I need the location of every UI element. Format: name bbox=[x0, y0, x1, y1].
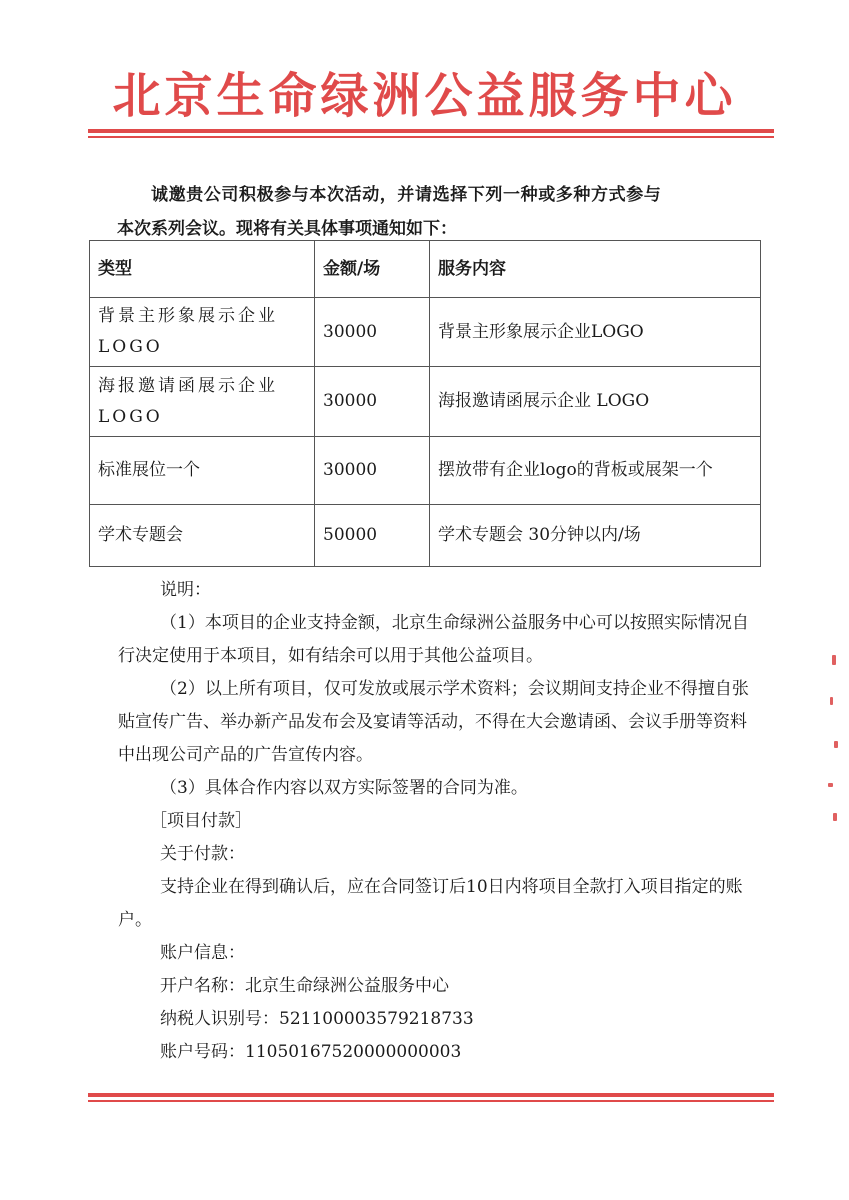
cell-type: 标准展位一个 bbox=[90, 437, 315, 505]
account-name: 北京生命绿洲公益服务中心 bbox=[245, 976, 449, 996]
cell-content: 学术专题会 30分钟以内/场 bbox=[430, 505, 761, 567]
letterhead-title: 北京生命绿洲公益服务中心 bbox=[112, 68, 737, 124]
intro-line-2: 本次系列会议。现将有关具体事项通知如下： bbox=[117, 219, 457, 239]
cell-content: 摆放带有企业logo的背板或展架一个 bbox=[430, 437, 761, 505]
account-number: 11050167520000000003 bbox=[245, 1042, 462, 1062]
tax-id-line bbox=[118, 1003, 760, 1036]
notes-and-payment bbox=[118, 574, 760, 1069]
table-row bbox=[90, 505, 761, 567]
note-item-2: （2）以上所有项目，仅可发放或展示学术资料；会议期间支持企业不得擅自张贴宣传广告、举办新产品发布会及宴请等活动，不得在大会邀请函、会议手册等资料中出现公司产品的广告宣传内容。 bbox=[118, 679, 749, 765]
header-content: 服务内容 bbox=[430, 241, 761, 298]
sponsorship-table bbox=[89, 240, 761, 567]
header-type: 类型 bbox=[90, 241, 315, 298]
account-name-line bbox=[118, 970, 760, 1003]
cell-amount: 30000 bbox=[315, 367, 430, 437]
table-row bbox=[90, 298, 761, 367]
intro-paragraph bbox=[117, 178, 757, 246]
account-name-label: 开户名称： bbox=[160, 976, 245, 996]
payment-about: 关于付款： bbox=[160, 844, 245, 864]
cell-amount: 50000 bbox=[315, 505, 430, 567]
notes-heading: 说明： bbox=[160, 580, 211, 600]
cell-amount: 30000 bbox=[315, 298, 430, 367]
account-number-label: 账户号码： bbox=[160, 1042, 245, 1062]
payment-section-title: ［项目付款］ bbox=[150, 811, 252, 831]
account-info-label: 账户信息： bbox=[160, 943, 245, 963]
tax-id-label: 纳税人识别号： bbox=[160, 1009, 279, 1029]
intro-line-1: 诚邀贵公司积极参与本次活动，并请选择下列一种或多种方式参与 bbox=[151, 185, 662, 205]
seal-edge-mark bbox=[818, 655, 842, 835]
header-amount: 金额/场 bbox=[315, 241, 430, 298]
tax-id: 521100003579218733 bbox=[279, 1009, 474, 1029]
cell-type: 背景主形象展示企业LOGO bbox=[90, 298, 315, 367]
table-row bbox=[90, 367, 761, 437]
cell-type: 海报邀请函展示企业LOGO bbox=[90, 367, 315, 437]
note-item-1: （1）本项目的企业支持金额，北京生命绿洲公益服务中心可以按照实际情况自行决定使用于本项目，如有结余可以用于其他公益项目。 bbox=[118, 613, 749, 666]
footer-divider bbox=[88, 1093, 774, 1102]
table-header-row bbox=[90, 241, 761, 298]
note-item-3: （3）具体合作内容以双方实际签署的合同为准。 bbox=[160, 778, 528, 798]
header-divider bbox=[88, 129, 774, 138]
table-row bbox=[90, 437, 761, 505]
cell-content: 海报邀请函展示企业 LOGO bbox=[430, 367, 761, 437]
account-number-line bbox=[118, 1036, 760, 1069]
payment-text: 支持企业在得到确认后，应在合同签订后10日内将项目全款打入项目指定的账户。 bbox=[118, 877, 743, 930]
cell-content: 背景主形象展示企业LOGO bbox=[430, 298, 761, 367]
cell-type: 学术专题会 bbox=[90, 505, 315, 567]
cell-amount: 30000 bbox=[315, 437, 430, 505]
